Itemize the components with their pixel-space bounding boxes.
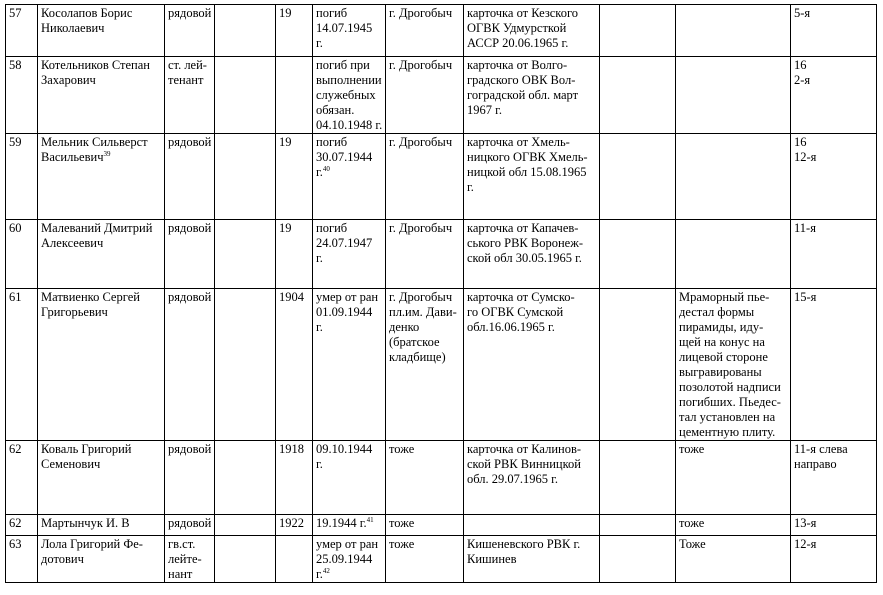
cell-line: 11-я	[794, 221, 816, 235]
cell-line: ницкой обл 15.08.1965	[467, 165, 587, 179]
record-number-cell	[6, 536, 38, 583]
cell-line: 14.07.1945	[316, 21, 373, 35]
cell-line: 12-я	[794, 150, 817, 164]
cell-line: погиб	[316, 135, 348, 149]
memorial-description-cell	[676, 57, 791, 134]
cell-line: ницкого ОГВК Хмель-	[467, 150, 588, 164]
birth-year-cell	[276, 5, 313, 57]
burial-place-cell	[386, 536, 464, 583]
death-date-cell	[313, 536, 386, 583]
memorial-description-cell	[676, 289, 791, 441]
cell-line: 19	[279, 221, 292, 235]
cell-line: выполнении	[316, 73, 382, 87]
empty-cell	[600, 441, 676, 515]
cell-line: Тоже	[679, 537, 706, 551]
cell-line: гв.ст.	[168, 537, 196, 551]
birth-year-cell	[276, 57, 313, 134]
table-row	[6, 536, 877, 583]
cell-line: умер от ран	[316, 537, 379, 551]
memorial-description-cell	[676, 220, 791, 289]
cell-line: денко	[389, 320, 420, 334]
empty-cell	[215, 57, 276, 134]
burial-place-cell	[386, 57, 464, 134]
grave-position-cell	[791, 5, 877, 57]
table-row	[6, 134, 877, 220]
cell-line: рядовой	[168, 442, 212, 456]
record-number-cell	[6, 134, 38, 220]
cell-line: карточка от Капачев-	[467, 221, 579, 235]
cell-line: гоградской обл. март	[467, 88, 579, 102]
cell-line: карточка от Калинов-	[467, 442, 582, 456]
cell-line: 11-я слева	[794, 442, 848, 456]
cell-line: Косолапов Борис	[41, 6, 133, 20]
record-number-cell	[6, 515, 38, 536]
cell-line: Захарович	[41, 73, 96, 87]
soldier-name-cell	[38, 5, 165, 57]
cell-line: пл.им. Дави-	[389, 305, 457, 319]
cell-line: 1904	[279, 290, 304, 304]
cell-line: карточка от Хмель-	[467, 135, 570, 149]
cell-line: ской обл 30.05.1965 г.	[467, 251, 582, 265]
cell-line: цементную плиту.	[679, 425, 776, 439]
cell-line: г.$^{40}$	[316, 164, 330, 179]
cell-line: 62	[9, 516, 22, 530]
cell-line: рядовой	[168, 6, 212, 20]
cell-line: 2-я	[794, 73, 811, 87]
soldier-name-cell	[38, 441, 165, 515]
cell-line: Котельников Степан	[41, 58, 150, 72]
cell-line: служебных	[316, 88, 376, 102]
cell-line: карточка от Волго-	[467, 58, 568, 72]
cell-line: г.	[316, 36, 323, 50]
cell-line: рядовой	[168, 290, 212, 304]
empty-cell	[600, 220, 676, 289]
cell-line: 19.1944 г.$^{41}$	[316, 515, 374, 530]
table-row	[6, 57, 877, 134]
cell-line: Григорьевич	[41, 305, 108, 319]
source-document-cell	[464, 441, 600, 515]
cell-line: АССР 20.06.1965 г.	[467, 36, 569, 50]
cell-line: дестал формы	[679, 305, 755, 319]
death-date-cell	[313, 220, 386, 289]
footnote-marker: 40	[322, 164, 330, 173]
cell-line: ской РВК Винницкой	[467, 457, 581, 471]
cell-line: 61	[9, 290, 22, 304]
cell-line: карточка от Сумско-	[467, 290, 575, 304]
memorial-description-cell	[676, 5, 791, 57]
death-date-cell	[313, 441, 386, 515]
cell-line: рядовой	[168, 516, 212, 530]
record-number-cell	[6, 57, 38, 134]
cell-line: ського РВК Воронеж-	[467, 236, 584, 250]
cell-line: 30.07.1944	[316, 150, 373, 164]
memorial-description-cell	[676, 134, 791, 220]
cell-line: 63	[9, 537, 22, 551]
empty-cell	[600, 5, 676, 57]
birth-year-cell	[276, 536, 313, 583]
empty-cell	[600, 536, 676, 583]
cell-line: Васильевич$^{39}$	[41, 149, 111, 164]
cell-line: 60	[9, 221, 22, 235]
cell-line: градского ОВК Вол-	[467, 73, 576, 87]
source-document-cell	[464, 57, 600, 134]
source-document-cell	[464, 289, 600, 441]
empty-cell	[215, 134, 276, 220]
cell-line: обл.16.06.1965 г.	[467, 320, 555, 334]
cell-line: 16	[794, 58, 807, 72]
record-number-cell	[6, 5, 38, 57]
cell-line: погиб	[316, 221, 348, 235]
soldier-name-cell	[38, 220, 165, 289]
empty-cell	[215, 515, 276, 536]
cell-line: 19	[279, 6, 292, 20]
cell-line: 15-я	[794, 290, 817, 304]
military-rank-cell	[165, 515, 215, 536]
cell-line: тоже	[679, 442, 705, 456]
empty-cell	[600, 289, 676, 441]
cell-line: обязан.	[316, 103, 355, 117]
military-rank-cell	[165, 441, 215, 515]
source-document-cell	[464, 5, 600, 57]
cell-line: 24.07.1947	[316, 236, 373, 250]
cell-line: пирамиды, иду-	[679, 320, 764, 334]
table-row	[6, 289, 877, 441]
table-row	[6, 220, 877, 289]
cell-line: тоже	[679, 516, 705, 530]
military-rank-cell	[165, 289, 215, 441]
cell-line: тал установлен на	[679, 410, 776, 424]
cell-line: Кишинев	[467, 552, 517, 566]
cell-line: дотович	[41, 552, 84, 566]
soldier-name-cell	[38, 289, 165, 441]
birth-year-cell	[276, 289, 313, 441]
empty-cell	[215, 5, 276, 57]
cell-line: тенант	[168, 73, 204, 87]
death-date-cell	[313, 134, 386, 220]
cell-line: кладбище)	[389, 350, 446, 364]
burial-records-table	[5, 4, 877, 583]
birth-year-cell	[276, 441, 313, 515]
burial-place-cell	[386, 289, 464, 441]
cell-line: тоже	[389, 516, 415, 530]
cell-line: 19	[279, 135, 292, 149]
cell-line: Мельник Сильверст	[41, 135, 148, 149]
cell-line: г. Дрогобыч	[389, 290, 453, 304]
cell-line: г.	[467, 180, 474, 194]
cell-line: Мартынчук И. В	[41, 516, 130, 530]
memorial-description-cell	[676, 515, 791, 536]
burial-place-cell	[386, 441, 464, 515]
cell-line: Матвиенко Сергей	[41, 290, 140, 304]
grave-position-cell	[791, 220, 877, 289]
cell-line: обл. 29.07.1965 г.	[467, 472, 559, 486]
birth-year-cell	[276, 134, 313, 220]
source-document-cell	[464, 515, 600, 536]
cell-line: направо	[794, 457, 837, 471]
cell-line: г.	[316, 457, 323, 471]
soldier-name-cell	[38, 515, 165, 536]
record-number-cell	[6, 220, 38, 289]
grave-position-cell	[791, 536, 877, 583]
empty-cell	[215, 536, 276, 583]
footnote-marker: 41	[366, 515, 374, 524]
cell-line: выгравированы	[679, 365, 762, 379]
source-document-cell	[464, 536, 600, 583]
cell-line: г. Дрогобыч	[389, 58, 453, 72]
cell-line: 12-я	[794, 537, 817, 551]
cell-line: 1918	[279, 442, 304, 456]
empty-cell	[215, 220, 276, 289]
cell-line: погиб при	[316, 58, 370, 72]
burial-place-cell	[386, 5, 464, 57]
empty-cell	[215, 441, 276, 515]
cell-line: Коваль Григорий	[41, 442, 132, 456]
cell-line: Мраморный пье-	[679, 290, 770, 304]
empty-cell	[600, 134, 676, 220]
soldier-name-cell	[38, 134, 165, 220]
soldier-name-cell	[38, 536, 165, 583]
cell-line: Алексеевич	[41, 236, 104, 250]
cell-line: рядовой	[168, 135, 212, 149]
record-number-cell	[6, 441, 38, 515]
cell-line: 58	[9, 58, 22, 72]
cell-line: 57	[9, 6, 22, 20]
cell-line: щей на конус на	[679, 335, 765, 349]
empty-cell	[600, 57, 676, 134]
cell-line: г. Дрогобыч	[389, 221, 453, 235]
cell-line: лейте-	[168, 552, 202, 566]
empty-cell	[600, 515, 676, 536]
cell-line: 16	[794, 135, 807, 149]
cell-line: г. Дрогобыч	[389, 135, 453, 149]
cell-line: Семенович	[41, 457, 101, 471]
cell-line: 62	[9, 442, 22, 456]
cell-line: ст. лей-	[168, 58, 207, 72]
table-row	[6, 5, 877, 57]
grave-position-cell	[791, 441, 877, 515]
footnote-marker: 39	[103, 149, 111, 158]
burial-place-cell	[386, 220, 464, 289]
death-date-cell	[313, 289, 386, 441]
cell-line: Кишеневского РВК г.	[467, 537, 581, 551]
source-document-cell	[464, 220, 600, 289]
grave-position-cell	[791, 57, 877, 134]
cell-line: Малеваний Дмитрий	[41, 221, 153, 235]
grave-position-cell	[791, 515, 877, 536]
cell-line: лицевой стороне	[679, 350, 768, 364]
cell-line: тоже	[389, 442, 415, 456]
memorial-description-cell	[676, 536, 791, 583]
empty-cell	[215, 289, 276, 441]
cell-line: погибших. Пьедес-	[679, 395, 781, 409]
cell-line: 5-я	[794, 6, 811, 20]
cell-line: позолотой надписи	[679, 380, 781, 394]
cell-line: Николаевич	[41, 21, 105, 35]
cell-line: 25.09.1944	[316, 552, 373, 566]
death-date-cell	[313, 57, 386, 134]
cell-line: погиб	[316, 6, 348, 20]
death-date-cell	[313, 5, 386, 57]
table-row	[6, 441, 877, 515]
cell-line: г. Дрогобыч	[389, 6, 453, 20]
military-rank-cell	[165, 5, 215, 57]
table-row	[6, 515, 877, 536]
grave-position-cell	[791, 134, 877, 220]
cell-line: г.	[316, 320, 323, 334]
cell-line: 09.10.1944	[316, 442, 373, 456]
cell-line: (братское	[389, 335, 440, 349]
cell-line: 01.09.1944	[316, 305, 373, 319]
table-body	[6, 5, 877, 583]
cell-line: 1922	[279, 516, 304, 530]
burial-place-cell	[386, 134, 464, 220]
memorial-description-cell	[676, 441, 791, 515]
military-rank-cell	[165, 57, 215, 134]
military-rank-cell	[165, 220, 215, 289]
record-number-cell	[6, 289, 38, 441]
cell-line: 04.10.1948 г.	[316, 118, 383, 132]
footnote-marker: 42	[322, 566, 330, 575]
soldier-name-cell	[38, 57, 165, 134]
military-rank-cell	[165, 134, 215, 220]
cell-line: го ОГВК Сумской	[467, 305, 564, 319]
cell-line: ОГВК Удмурсткой	[467, 21, 567, 35]
birth-year-cell	[276, 515, 313, 536]
cell-line: нант	[168, 567, 193, 581]
cell-line: 59	[9, 135, 22, 149]
cell-line: г.	[316, 251, 323, 265]
military-rank-cell	[165, 536, 215, 583]
cell-line: тоже	[389, 537, 415, 551]
cell-line: 13-я	[794, 516, 817, 530]
cell-line: рядовой	[168, 221, 212, 235]
cell-line: карточка от Кезского	[467, 6, 579, 20]
cell-line: умер от ран	[316, 290, 379, 304]
cell-line: г.$^{42}$	[316, 566, 330, 581]
source-document-cell	[464, 134, 600, 220]
burial-place-cell	[386, 515, 464, 536]
grave-position-cell	[791, 289, 877, 441]
cell-line: 1967 г.	[467, 103, 502, 117]
birth-year-cell	[276, 220, 313, 289]
cell-line: Лола Григорий Фе-	[41, 537, 143, 551]
death-date-cell	[313, 515, 386, 536]
